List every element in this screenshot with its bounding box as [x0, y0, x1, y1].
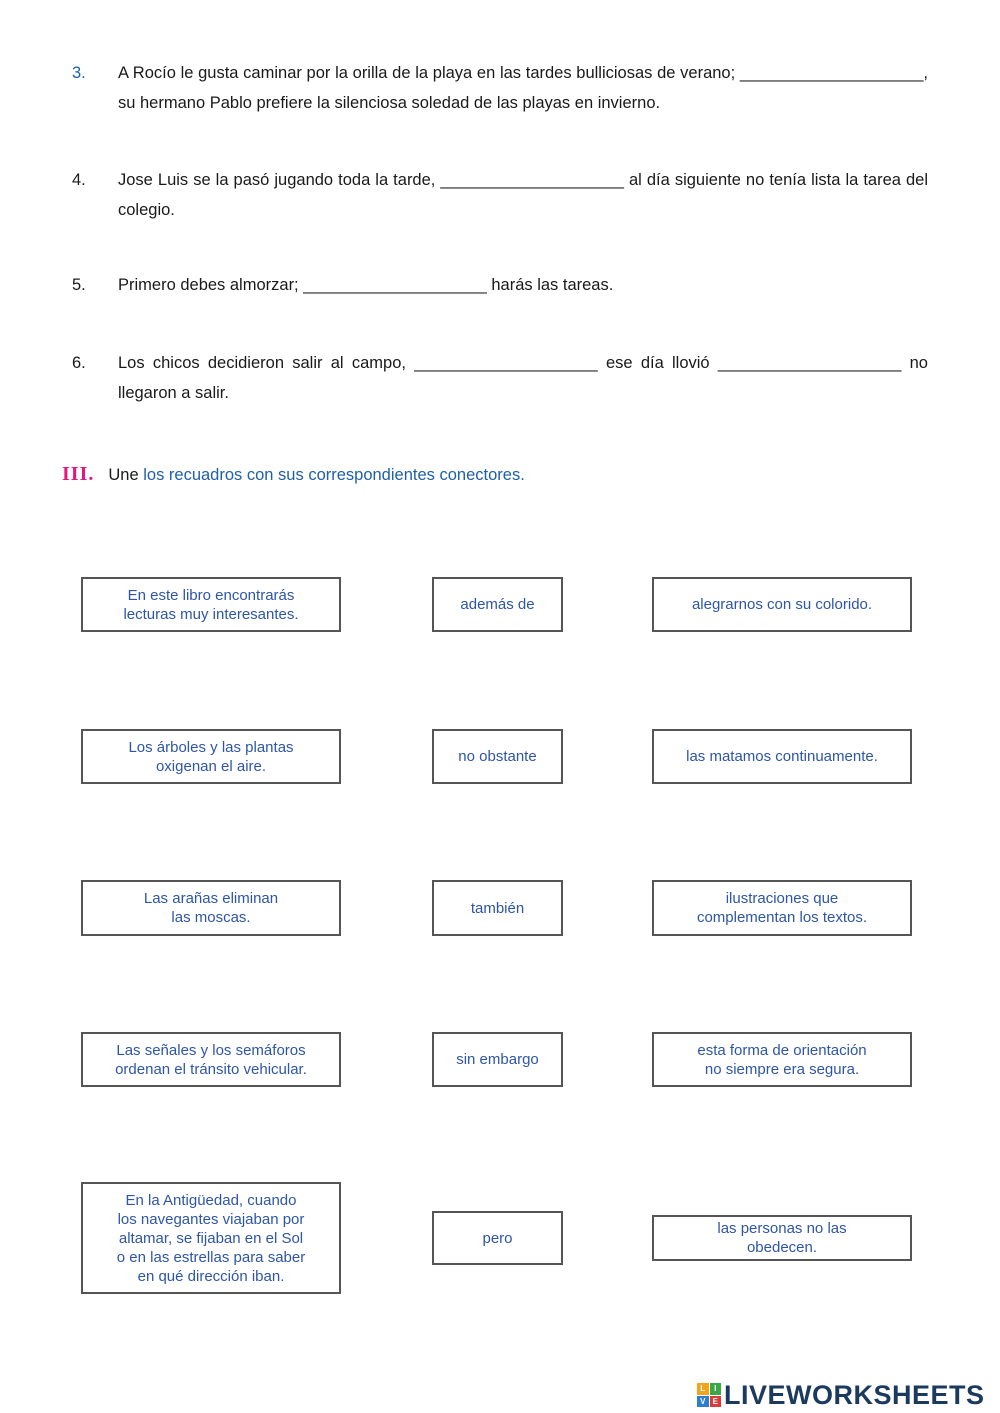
brand-name: LIVEWORKSHEETS — [724, 1379, 985, 1410]
section-number: III. — [62, 463, 95, 485]
connector-text: sin embargo — [456, 1051, 539, 1068]
right-box-4[interactable] — [652, 1032, 912, 1087]
exercise-item-6 — [72, 348, 928, 408]
left-box-5[interactable] — [81, 1182, 341, 1294]
right-box-3[interactable] — [652, 880, 912, 936]
liveworksheets-logo — [697, 1378, 985, 1412]
box-text: Las señales y los semáforos ordenan el tránsito vehicular. — [115, 1041, 307, 1078]
item-text: Los chicos decidieron salir al campo, ____________________ ese día llovió ____________________ no llegaron a salir. — [118, 354, 928, 402]
left-box-3[interactable] — [81, 880, 341, 936]
box-text: Los árboles y las plantas oxigenan el aire. — [128, 738, 294, 775]
box-text: En la Antigüedad, cuando los navegantes viajaban por altamar, se fijaban en el Sol o en las estrellas para saber en qué dirección iban. — [116, 1191, 306, 1285]
box-text: las personas no las obedecen. — [717, 1220, 847, 1256]
item-number: 4. — [72, 171, 86, 189]
connector-box-5[interactable] — [432, 1211, 563, 1265]
left-box-2[interactable] — [81, 729, 341, 784]
exercise-item-5 — [72, 270, 928, 300]
logo-letter: V — [697, 1396, 709, 1408]
box-text: las matamos continuamente. — [686, 748, 878, 765]
item-text: Jose Luis se la pasó jugando toda la tarde, ____________________ al día siguiente no tenía lista la tarea del colegio. — [118, 171, 928, 219]
logo-letter: I — [710, 1383, 722, 1395]
exercise-item-4 — [72, 165, 928, 225]
connector-box-1[interactable] — [432, 577, 563, 632]
box-text: Las arañas eliminan las moscas. — [143, 890, 279, 926]
right-box-2[interactable] — [652, 729, 912, 784]
right-box-5[interactable] — [652, 1215, 912, 1261]
box-text: ilustraciones que complementan los textos. — [696, 890, 868, 926]
item-text: Primero debes almorzar; ____________________ harás las tareas. — [118, 276, 614, 294]
item-number: 3. — [72, 64, 86, 82]
connector-box-2[interactable] — [432, 729, 563, 784]
section-instruction: los recuadros con sus correspondientes conectores. — [143, 466, 525, 484]
connector-text: también — [470, 899, 525, 917]
connector-box-4[interactable] — [432, 1032, 563, 1087]
item-text: A Rocío le gusta caminar por la orilla de la playa en las tardes bulliciosas de verano; ____________________, su hermano Pablo prefiere la silenciosa soledad de las playas en invierno. — [118, 64, 928, 112]
logo-letter: L — [697, 1383, 709, 1395]
connector-text: no obstante — [458, 748, 537, 765]
right-box-1[interactable] — [652, 577, 912, 632]
section-prefix: Une — [108, 466, 139, 484]
section-heading — [62, 460, 525, 489]
connector-box-3[interactable] — [432, 880, 563, 936]
exercise-item-3 — [72, 58, 928, 118]
item-number: 5. — [72, 276, 86, 294]
item-number: 6. — [72, 354, 86, 372]
logo-letter: E — [710, 1396, 722, 1408]
connector-text: pero — [482, 1229, 513, 1247]
left-box-4[interactable] — [81, 1032, 341, 1087]
left-box-1[interactable] — [81, 577, 341, 632]
logo-icon — [697, 1383, 721, 1407]
box-text: En este libro encontrarás lecturas muy interesantes. — [123, 586, 299, 623]
connector-text: además de — [460, 596, 535, 613]
box-text: alegrarnos con su colorido. — [691, 596, 873, 613]
box-text: esta forma de orientación no siempre era segura. — [697, 1041, 867, 1078]
